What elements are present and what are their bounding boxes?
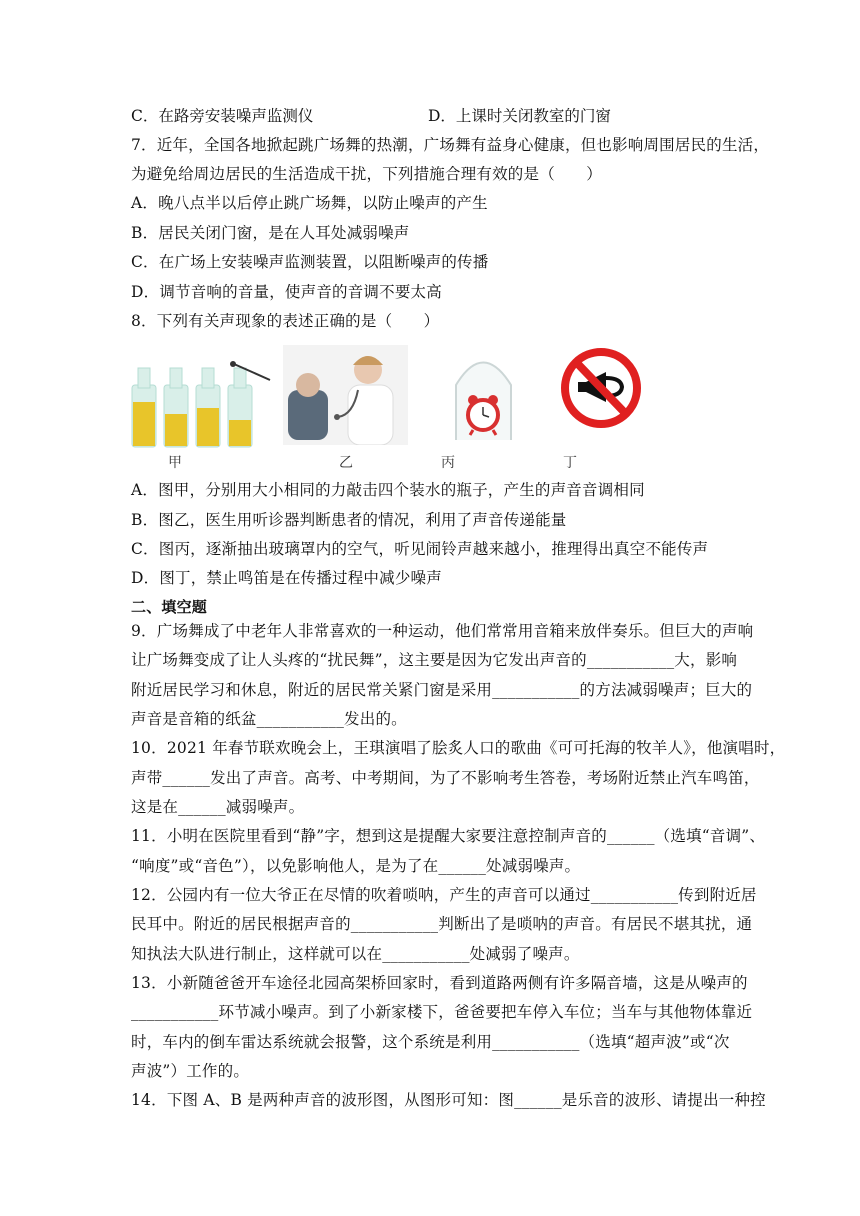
q11-line2: “响度”或“音色”），以免影响他人，是为了在______处减弱噪声。 [131,857,581,875]
q10-line2: 声带______发出了声音。高考、中考期间，为了不影响考生答卷，考场附近禁止汽车鸣笛， [131,769,760,787]
figure-label-bing: 丙 [441,455,455,471]
q14-line1: 14．下图 A、B 是两种声音的波形图，从图形可知：图______是乐音的波形、请提出一种控 [131,1091,766,1109]
q13-line3: 时，车内的倒车雷达系统就会报警，这个系统是利用___________（选填“超声波”或“次 [131,1033,730,1051]
bottles-figure [128,350,278,455]
figure-label-ding: 丁 [563,455,577,471]
q6-option-c: C．在路旁安装噪声监测仪 [131,107,314,125]
q8-stem: 8．下列有关声现象的表述正确的是（ ） [131,312,440,330]
q8-option-c: C．图丙，逐渐抽出玻璃罩内的空气，听见闹铃声越来越小，推理得出真空不能传声 [131,540,709,558]
q7-stem-line1: 7．近年，全国各地掀起跳广场舞的热潮，广场舞有益身心健康，但也影响周围居民的生活， [131,136,770,154]
q7-option-b: B．居民关闭门窗，是在人耳处减弱噪声 [131,224,410,242]
q8-option-d: D．图丁，禁止鸣笛是在传播过程中减少噪声 [131,569,442,587]
figure-label-yi: 乙 [339,455,353,471]
q13-line1: 13．小新随爸爸开车途径北园高架桥回家时，看到道路两侧有许多隔音墙，这是从噪声的 [131,974,748,992]
q8-option-b: B．图乙，医生用听诊器判断患者的情况，利用了声音传递能量 [131,511,567,529]
q9-line2: 让广场舞变成了让人头疼的“扰民舞”，这主要是因为它发出声音的___________大，影响 [131,651,738,669]
q9-line3: 附近居民学习和休息，附近的居民常关紧门窗是采用___________的方法减弱噪声；巨大的 [131,681,753,699]
section-heading: 二、填空题 [131,598,208,616]
bell-jar-clock-figure [446,345,521,445]
q10-line3: 这是在______减弱噪声。 [131,798,305,816]
q7-option-c: C．在广场上安装噪声监测装置，以阻断噪声的传播 [131,253,489,271]
q12-line2: 民耳中。附近的居民根据声音的___________判断出了是唢呐的声音。有居民不堪其扰，通 [131,915,753,933]
q7-option-d: D．调节音响的音量，使声音的音调不要太高 [131,283,442,301]
doctor-figure [283,345,408,445]
q8-figures [128,340,648,470]
q13-line4: 声波”）工作的。 [131,1062,250,1080]
q10-line1: 10．2021 年春节联欢晚会上，王琪演唱了脍炙人口的歌曲《可可托海的牧羊人》，他演唱时， [131,739,786,757]
q13-line2: ___________环节减小噪声。到了小新家楼下，爸爸要把车停入车位；当车与其他物体靠近 [131,1003,753,1021]
q8-option-a: A．图甲，分别用大小相同的力敲击四个装水的瓶子，产生的声音音调相同 [131,481,645,499]
q12-line1: 12．公园内有一位大爷正在尽情的吹着唢呐，产生的声音可以通过___________传到附近居 [131,886,757,904]
figure-label-jia: 甲 [168,455,182,471]
no-honking-sign-icon [556,340,646,440]
q12-line3: 知执法大队进行制止，这样就可以在___________处减弱了噪声。 [131,945,580,963]
q11-line1: 11．小明在医院里看到“静”字，想到这是提醒大家要注意控制声音的______（选填“音调”、 [131,827,766,845]
q9-line1: 9．广场舞成了中老年人非常喜欢的一种运动，他们常常用音箱来放伴奏乐。但巨大的声响 [131,622,754,640]
q9-line4: 声音是音箱的纸盆___________发出的。 [131,710,407,728]
q6-option-d: D．上课时关闭教室的门窗 [428,107,611,125]
q7-option-a: A．晚八点半以后停止跳广场舞，以防止噪声的产生 [131,194,488,212]
q7-stem-line2: 为避免给周边居民的生活造成干扰，下列措施合理有效的是（ ） [131,165,603,183]
